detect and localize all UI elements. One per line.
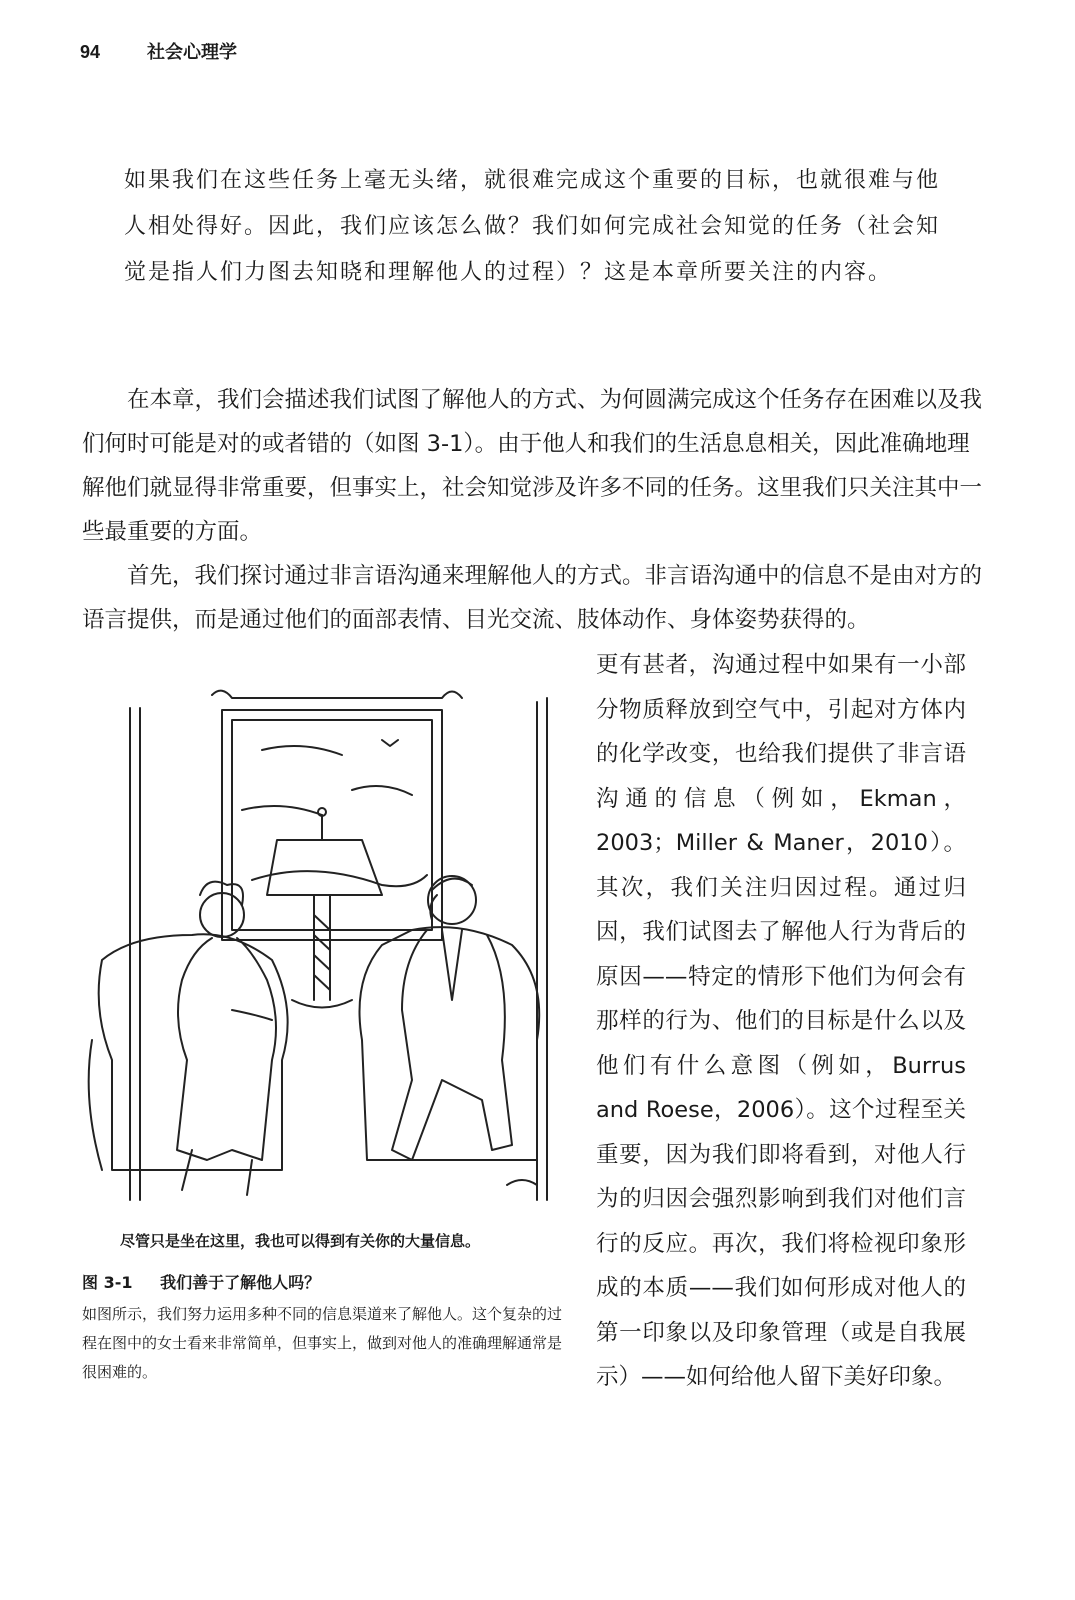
body-paragraph-2: 首先，我们探讨通过非言语沟通来理解他人的方式。非言语沟通中的信息不是由对方的语言提供，而是通过他们的面部表情、目光交流、肢体动作、身体姿势获得的。 [82,563,983,633]
figure-label [82,1270,320,1293]
book-title: 社会心理学 [147,42,237,63]
page-number: 94 [80,42,101,62]
side-paragraph: 更有甚者，沟通过程中如果有一小部分物质释放到空气中，引起对方体内的化学改变，也给我们提供了非言语沟通的信息（例如，Ekman，2003；Miller & Maner，2010）。其次，我们关注归因过程。通过归因，我们试图去了解他人行为背后的原因——特定的情形下他们为何会有那样的行为、他们的目标是什么以及他们有什么意图（例如，Burrus and Roese，2006）。这个过程至关重要，因为我们即将看到，对他人行为的归因会强烈影响到我们对他们言行的反应。再次，我们将检视印象形成的本质——我们如何形成对他人的第一印象以及印象管理（或是自我展示）——如何给他人留下美好印象。 [596,652,966,1390]
figure-description: 如图所示，我们努力运用多种不同的信息渠道来了解他人。这个复杂的过程在图中的女士看来非常简单，但事实上，做到对他人的准确理解通常是很困难的。 [82,1305,563,1381]
body-paragraph-1: 在本章，我们会描述我们试图了解他人的方式、为何圆满完成这个任务存在困难以及我们何时可能是对的或者错的（如图 3-1）。由于他人和我们的生活息息相关，因此准确地理解他们就显得非常重要，但事实上，社会知觉涉及许多不同的任务。这里我们只关注其中一些最重要的方面。 [82,387,983,545]
page-header [80,38,237,64]
intro-paragraph: 如果我们在这些任务上毫无头绪，就很难完成这个重要的目标，也就很难与他人相处得好。因此，我们应该怎么做？我们如何完成社会知觉的任务（社会知觉是指人们力图去知晓和理解他人的过程）？这是本章所要关注的内容。 [124,168,941,285]
cartoon-caption: 尽管只是坐在这里，我也可以得到有关你的大量信息。 [120,1232,481,1250]
figure-title: 我们善于了解他人吗？ [160,1273,321,1292]
figure-number: 图 3-1 [82,1273,133,1292]
cartoon-illustration [82,680,572,1220]
